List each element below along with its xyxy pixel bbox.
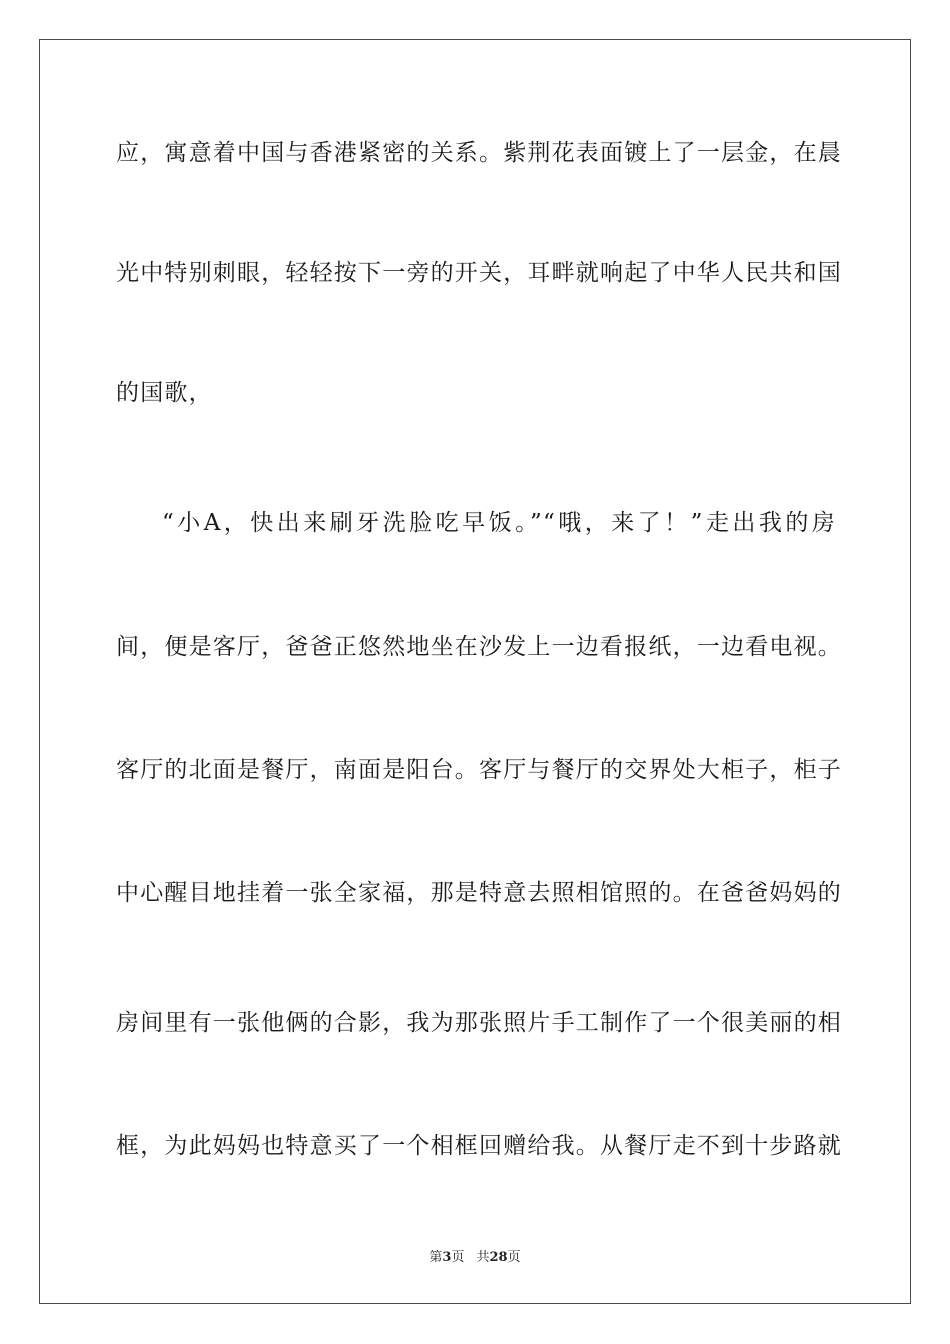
page-suffix: 页	[451, 1250, 465, 1265]
text-line: 应，寓意着中国与香港紧密的关系。紫荆花表面镀上了一层金，在晨	[116, 140, 842, 166]
text-line: 客厅的北面是餐厅，南面是阳台。客厅与餐厅的交界处大柜子，柜子	[116, 757, 842, 783]
total-pages: 28	[489, 1250, 508, 1265]
paragraph-first-line: “小A，快出来刷牙洗脸吃早饭。”“哦，来了！”走出我的房	[162, 510, 836, 536]
text-line: 间，便是客厅，爸爸正悠然地坐在沙发上一边看报纸，一边看电视。	[116, 634, 842, 660]
total-suffix: 页	[507, 1250, 521, 1265]
text-line: 光中特别刺眼，轻轻按下一旁的开关，耳畔就响起了中华人民共和国	[116, 260, 842, 286]
text-line: 的国歌，	[116, 380, 213, 406]
total-prefix: 共	[476, 1250, 490, 1265]
text-line: 中心醒目地挂着一张全家福，那是特意去照相馆照的。在爸爸妈妈的	[116, 880, 842, 906]
page-footer	[0, 1250, 950, 1266]
page-number: 3	[442, 1250, 452, 1265]
page-border	[39, 39, 911, 1304]
page-prefix: 第	[429, 1250, 443, 1265]
text-line: 框，为此妈妈也特意买了一个相框回赠给我。从餐厅走不到十步路就	[116, 1133, 842, 1159]
text-line: 房间里有一张他俩的合影，我为那张照片手工制作了一个很美丽的相	[116, 1010, 842, 1036]
